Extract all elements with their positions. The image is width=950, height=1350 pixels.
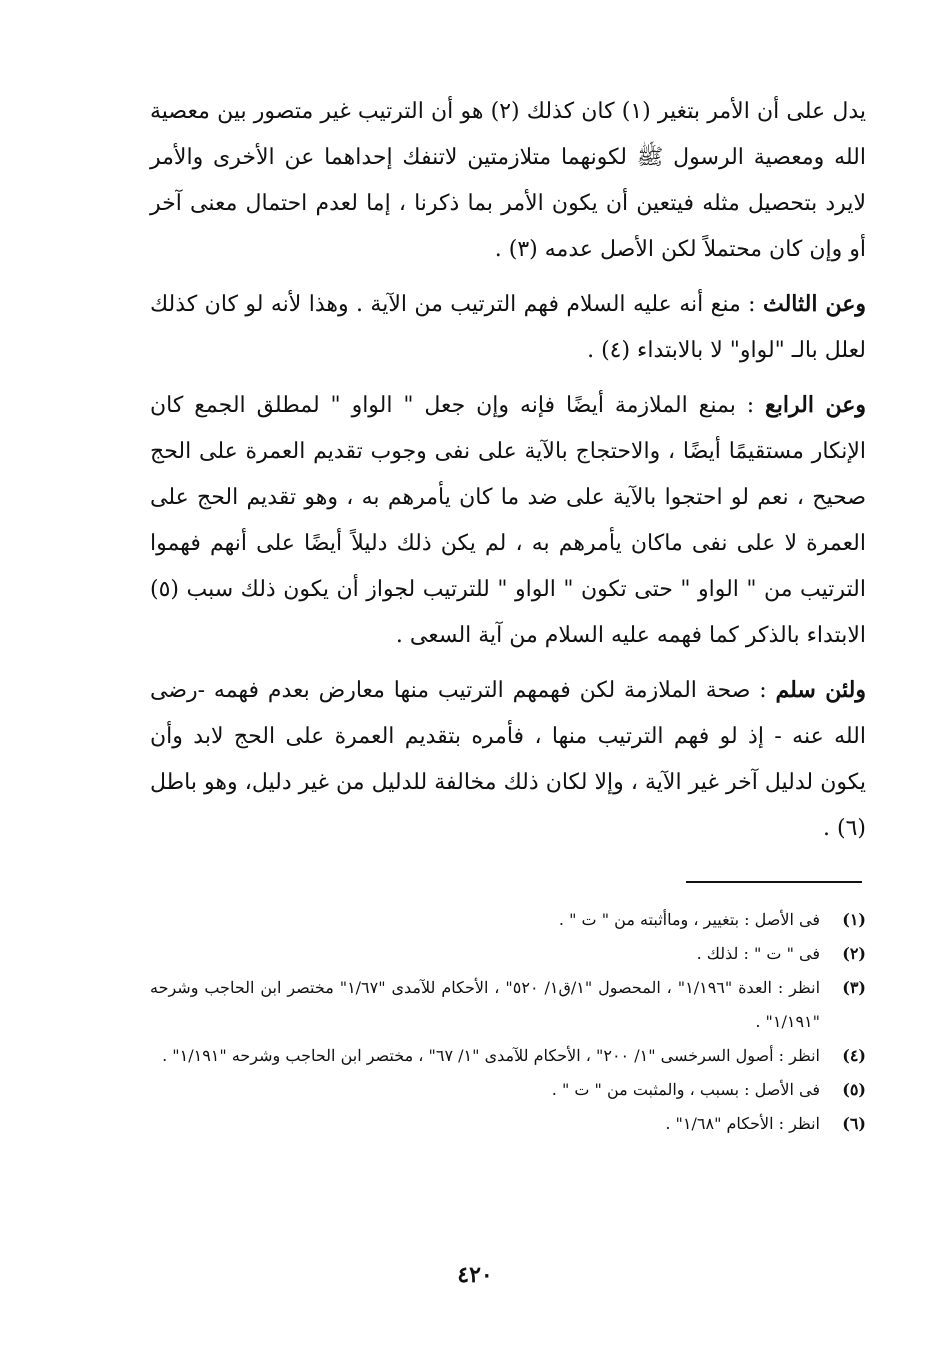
paragraph-body: : منع أنه عليه السلام فهم الترتيب من الآية . وهذا لأنه لو كان كذلك لعلل بالـ "لواو" لا بالابتداء (٤) . — [150, 292, 866, 363]
main-text — [150, 88, 866, 860]
paragraph-lead: وعن الثالث — [762, 291, 866, 317]
footnote-number: (٣) — [842, 978, 866, 997]
footnote-6 — [150, 1107, 866, 1141]
footnote-separator — [686, 881, 862, 883]
paragraph-body: : بمنع الملازمة أيضًا فإنه وإن جعل " الواو " لمطلق الجمع كان الإنكار مستقيمًا أيضًا ، والاحتجاج بالآية على نفى وجوب تقديم العمرة على الحج صحيح ، نعم لو احتجوا بالآية على ضد ما كان يأمرهم به ، وهو تقديم الحج على العمرة لا على نفى ماكان يأمرهم به ، لم يكن ذلك دليلاً أيضًا على أنهم فهموا الترتيب من " الواو " حتى تكون " الواو " للترتيب لجواز أن يكون ذلك سبب (٥) الابتداء بالذكر كما فهمه عليه السلام من آية السعى . — [150, 393, 866, 648]
footnotes — [150, 903, 866, 1141]
paragraph-4 — [150, 667, 866, 852]
paragraph-3 — [150, 382, 866, 659]
footnote-text: انظر : العدة "١/١٩٦" ، المحصول "١/ق١/ ٥٢٠" ، الأحكام للآمدى "١/٦٧" مختصر ابن الحاجب وشرحه "١/١٩١" . — [150, 978, 821, 1031]
paragraph-lead: ولئن سلم — [775, 677, 866, 703]
paragraph-2 — [150, 281, 866, 374]
footnote-text: فى الأصل : بسبب ، والمثبت من " ت " . — [551, 1080, 820, 1099]
footnote-text: فى " ت " : لذلك . — [696, 944, 820, 963]
paragraph-1 — [150, 88, 866, 273]
footnote-number: (٥) — [842, 1080, 866, 1099]
footnote-5 — [150, 1073, 866, 1107]
footnote-text: انظر : أصول السرخسى "١/ ٢٠٠" ، الأحكام للآمدى "١/ ٦٧" ، مختصر ابن الحاجب وشرحه "١/١٩١" . — [162, 1046, 820, 1065]
footnote-number: (١) — [842, 910, 866, 929]
footnote-text: فى الأصل : بتغيير ، وماأثبته من " ت " . — [558, 910, 820, 929]
footnote-4 — [150, 1039, 866, 1073]
footnote-3 — [150, 971, 866, 1039]
paragraph-lead: وعن الرابع — [765, 392, 866, 418]
footnote-number: (٤) — [842, 1046, 866, 1065]
footnote-2 — [150, 937, 866, 971]
page-number: ٤٢٠ — [457, 1262, 493, 1288]
footnote-number: (٦) — [842, 1114, 866, 1133]
paragraph-body: يدل على أن الأمر بتغير (١) كان كذلك (٢) هو أن الترتيب غير متصور بين معصية الله ومعصية الرسول ﷺ لكونهما متلازمتين لاتنفك إحداهما عن الأخرى والأمر لايرد بتحصيل مثله فيتعين أن يكون الأمر بما ذكرنا ، إما لعدم احتمال معنى آخر أو وإن كان محتملاً لكن الأصل عدمه (٣) . — [150, 99, 866, 262]
footnote-1 — [150, 903, 866, 937]
footnote-text: انظر : الأحكام "١/٦٨" . — [665, 1114, 820, 1133]
paragraph-body: : صحة الملازمة لكن فهمهم الترتيب منها معارض بعدم فهمه -رضى الله عنه - إذ لو فهم الترتيب منها ، فأمره بتقديم العمرة على الحج لابد وأن يكون لدليل آخر غير الآية ، وإلا لكان ذلك مخالفة للدليل من غير دليل، وهو باطل (٦) . — [150, 678, 866, 841]
footnote-number: (٢) — [842, 944, 866, 963]
